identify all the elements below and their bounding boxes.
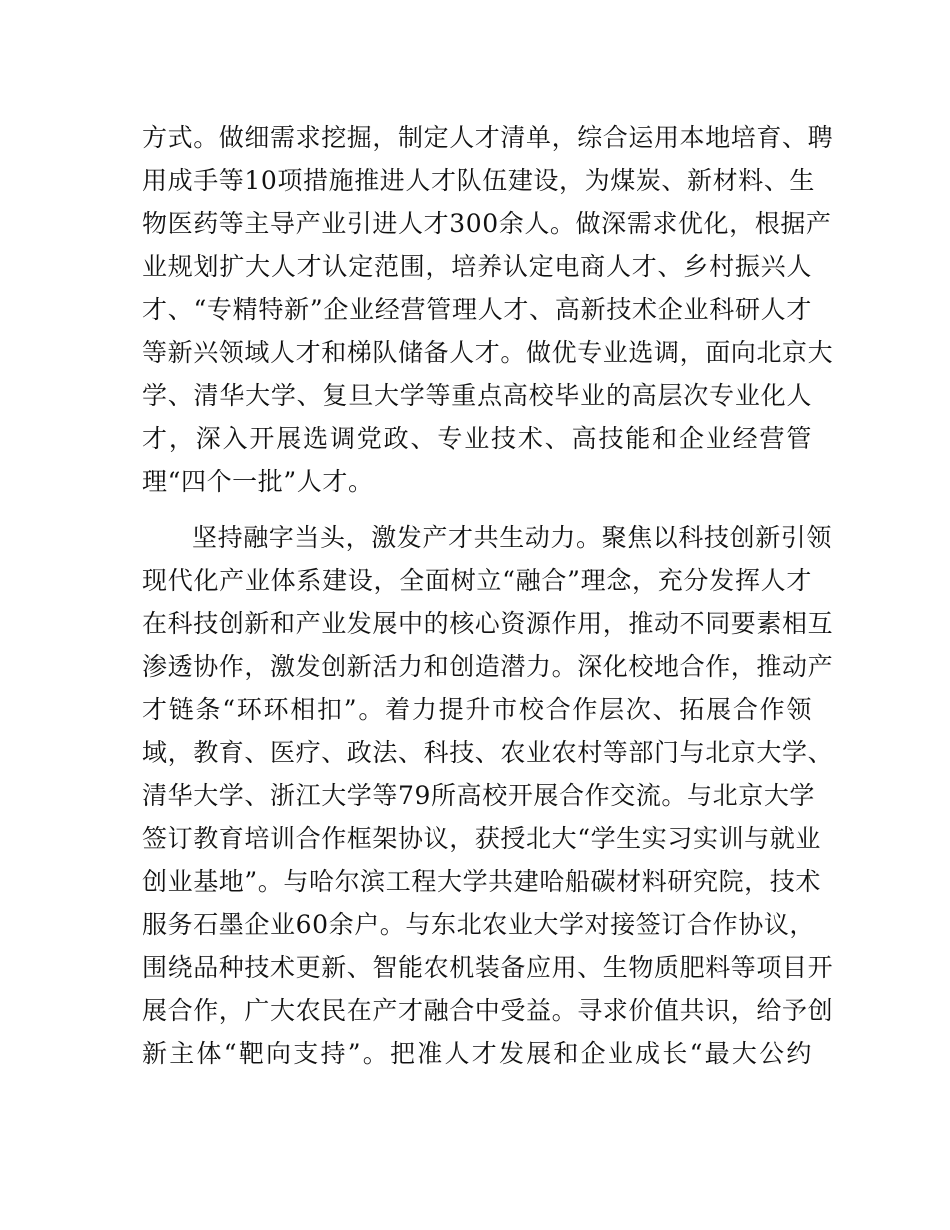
paragraph-2	[142, 516, 834, 1075]
paragraph-line: 才，深入开展选调党政、专业技术、高技能和企业经营管	[142, 424, 812, 453]
paragraph-1	[142, 116, 834, 503]
paragraph-line: 服务石墨企业60余户。与东北农业大学对接签订合作协议，	[142, 910, 816, 939]
paragraph-line: 学、清华大学、复旦大学等重点高校毕业的高层次专业化人	[142, 381, 812, 410]
paragraph-line: 理“四个一批”人才。	[142, 467, 374, 496]
paragraph-line: 等新兴领域人才和梯队储备人才。做优专业选调，面向北京大	[142, 338, 834, 367]
paragraph-line: 用成手等10项措施推进人才队伍建设，为煤炭、新材料、生	[142, 166, 816, 195]
paragraph-line: 清华大学、浙江大学等79所高校开展合作交流。与北京大学	[142, 781, 816, 810]
paragraph-line: 展合作，广大农民在产才融合中受益。寻求价值共识，给予创	[142, 996, 834, 1025]
paragraph-line: 新主体“靶向支持”。把准人才发展和企业成长“最大公约	[142, 1039, 812, 1068]
paragraph-line: 现代化产业体系建设，全面树立“融合”理念，充分发挥人才	[142, 566, 812, 595]
paragraph-line: 域，教育、医疗、政法、科技、农业农村等部门与北京大学、	[142, 738, 834, 767]
paragraph-line: 方式。做细需求挖掘，制定人才清单，综合运用本地培育、聘	[142, 123, 834, 152]
paragraph-line: 业规划扩大人才认定范围，培养认定电商人才、乡村振兴人	[142, 252, 812, 281]
paragraph-line: 在科技创新和产业发展中的核心资源作用，推动不同要素相互	[142, 609, 834, 638]
paragraph-line: 创业基地”。与哈尔滨工程大学共建哈船碳材料研究院，技术	[142, 867, 821, 896]
paragraph-line: 才链条“环环相扣”。着力提升市校合作层次、拓展合作领	[142, 695, 812, 724]
paragraph-line: 围绕品种技术更新、智能农机装备应用、生物质肥料等项目开	[142, 953, 834, 982]
paragraph-line: 签订教育培训合作框架协议，获授北大“学生实习实训与就业	[142, 824, 821, 853]
paragraph-line: 物医药等主导产业引进人才300余人。做深需求优化，根据产	[142, 209, 832, 238]
paragraph-line: 坚持融字当头，激发产才共生动力。聚焦以科技创新引领	[192, 523, 833, 552]
paragraph-line: 渗透协作，激发创新活力和创造潜力。深化校地合作，推动产	[142, 652, 834, 681]
paragraph-line: 才、“专精特新”企业经营管理人才、高新技术企业科研人才	[142, 295, 812, 324]
